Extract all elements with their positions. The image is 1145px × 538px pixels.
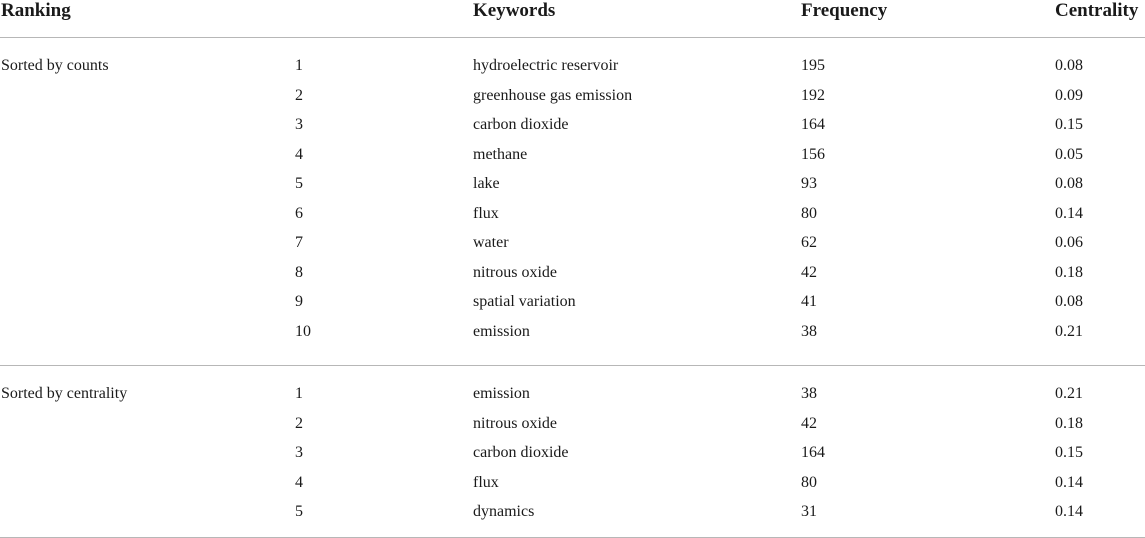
table-row <box>0 86 1145 116</box>
frequency-cell: 31 <box>801 503 817 520</box>
centrality-cell: 0.14 <box>1055 204 1083 222</box>
keyword-cell: dynamics <box>473 503 535 520</box>
centrality-cell: 0.14 <box>1055 473 1083 491</box>
header-centrality: Centrality <box>1055 0 1139 21</box>
keyword-cell: spatial variation <box>473 293 576 310</box>
centrality-cell: 0.21 <box>1055 385 1083 402</box>
table-row <box>0 322 1145 352</box>
keyword-cell: emission <box>473 322 530 340</box>
frequency-cell: 164 <box>801 444 825 461</box>
frequency-cell: 62 <box>801 234 817 251</box>
frequency-cell: 164 <box>801 116 825 133</box>
keyword-cell: water <box>473 234 509 251</box>
frequency-cell: 195 <box>801 57 825 74</box>
table-row <box>0 443 1145 473</box>
rank-cell: 9 <box>295 293 303 310</box>
rank-cell: 10 <box>295 322 311 340</box>
header-divider <box>0 37 1145 38</box>
rank-cell: 8 <box>295 263 303 281</box>
centrality-cell: 0.14 <box>1055 503 1083 520</box>
keyword-cell: flux <box>473 473 499 491</box>
rank-cell: 4 <box>295 145 303 163</box>
centrality-cell: 0.05 <box>1055 145 1083 163</box>
group-label: Sorted by centrality <box>1 385 128 402</box>
table-row <box>0 473 1145 503</box>
table-row <box>0 292 1145 322</box>
table-row <box>0 115 1145 145</box>
table-row <box>0 414 1145 444</box>
centrality-cell: 0.21 <box>1055 322 1083 340</box>
rank-cell: 5 <box>295 175 303 192</box>
rank-cell: 5 <box>295 503 303 520</box>
rank-cell: 7 <box>295 234 303 251</box>
frequency-cell: 80 <box>801 204 817 222</box>
centrality-cell: 0.15 <box>1055 444 1083 461</box>
centrality-cell: 0.09 <box>1055 86 1083 104</box>
frequency-cell: 41 <box>801 293 817 310</box>
centrality-cell: 0.18 <box>1055 263 1083 281</box>
keyword-cell: methane <box>473 145 528 163</box>
rank-cell: 6 <box>295 204 303 222</box>
rank-cell: 3 <box>295 116 303 133</box>
keyword-cell: hydroelectric reservoir <box>473 57 619 74</box>
header-keywords: Keywords <box>473 0 556 21</box>
keyword-cell: carbon dioxide <box>473 444 569 461</box>
table-header <box>0 0 1145 37</box>
keyword-cell: greenhouse gas emission <box>473 86 633 104</box>
group-divider <box>0 365 1145 366</box>
table-row <box>0 145 1145 175</box>
frequency-cell: 80 <box>801 473 817 491</box>
frequency-cell: 42 <box>801 263 817 281</box>
keyword-cell: carbon dioxide <box>473 116 569 133</box>
centrality-cell: 0.06 <box>1055 234 1083 251</box>
centrality-cell: 0.08 <box>1055 175 1083 192</box>
table-row <box>0 174 1145 204</box>
centrality-cell: 0.08 <box>1055 293 1083 310</box>
table-row <box>0 263 1145 293</box>
rank-cell: 3 <box>295 444 303 461</box>
frequency-cell: 38 <box>801 322 817 340</box>
table-row <box>0 233 1145 263</box>
table-row <box>0 384 1145 414</box>
header-ranking: Ranking <box>1 0 71 21</box>
table-row <box>0 56 1145 86</box>
centrality-cell: 0.18 <box>1055 414 1083 432</box>
rank-cell: 1 <box>295 57 303 74</box>
centrality-cell: 0.15 <box>1055 116 1083 133</box>
keyword-cell: lake <box>473 175 500 192</box>
rank-cell: 2 <box>295 414 303 432</box>
frequency-cell: 156 <box>801 145 825 163</box>
table-row <box>0 204 1145 234</box>
rank-cell: 4 <box>295 473 303 491</box>
header-frequency: Frequency <box>801 0 888 21</box>
frequency-cell: 42 <box>801 414 817 432</box>
keyword-cell: nitrous oxide <box>473 263 557 281</box>
centrality-cell: 0.08 <box>1055 57 1083 74</box>
frequency-cell: 192 <box>801 86 825 104</box>
keyword-cell: emission <box>473 385 530 402</box>
frequency-cell: 93 <box>801 175 817 192</box>
keyword-cell: flux <box>473 204 499 222</box>
rank-cell: 1 <box>295 385 303 402</box>
table-row <box>0 502 1145 532</box>
group-label: Sorted by counts <box>1 57 109 74</box>
rank-cell: 2 <box>295 86 303 104</box>
keyword-cell: nitrous oxide <box>473 414 557 432</box>
frequency-cell: 38 <box>801 385 817 402</box>
